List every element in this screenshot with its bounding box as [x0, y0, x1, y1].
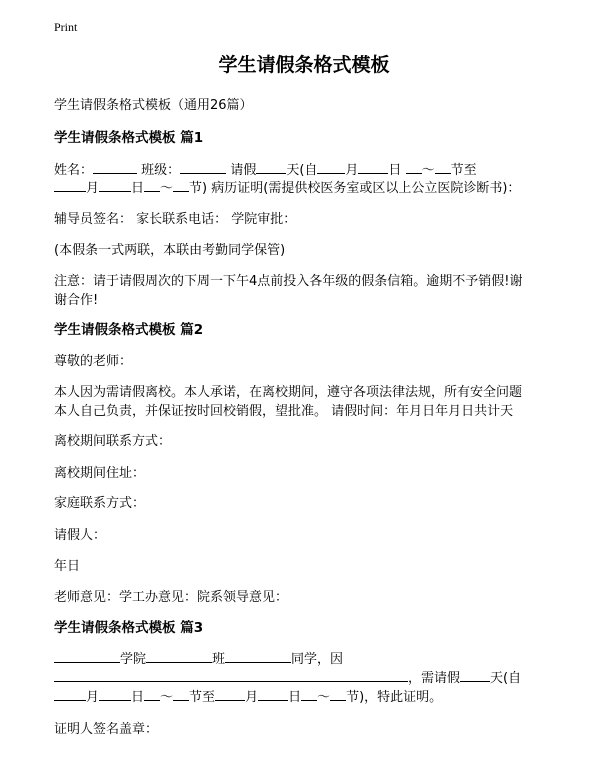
certify-text: 节)，特此证明。	[346, 690, 443, 705]
period-to-label: 节至	[450, 163, 477, 178]
name-label: 姓名：	[54, 163, 94, 178]
period-to-label-2: 节至	[189, 690, 216, 705]
tilde-label: ～	[421, 163, 435, 178]
to-period-blank[interactable]	[144, 179, 160, 192]
from-period-end-blank[interactable]	[435, 161, 451, 174]
from-day-blank[interactable]	[358, 161, 388, 174]
section-3-form-line-1	[54, 648, 343, 667]
family-contact-line: 家庭联系方式：	[54, 496, 146, 511]
applicant-line: 请假人：	[54, 528, 107, 543]
section-1-form-line-2	[54, 177, 520, 196]
medical-proof-text: 节) 病历证明(需提供校医务室或区以上公立医院诊断书)：	[189, 181, 521, 196]
college-blank[interactable]	[54, 650, 120, 663]
month-label: 月	[345, 163, 359, 178]
from-month-blank[interactable]	[317, 161, 345, 174]
day-from-label-2: 天(自	[490, 671, 522, 686]
signature-line: 辅导员签名： 家长联系电话： 学院审批：	[54, 212, 297, 227]
student-blank[interactable]	[225, 650, 291, 663]
class-blank-2[interactable]	[146, 650, 212, 663]
date-line: 年日	[54, 559, 81, 574]
day-label-2: 日	[131, 181, 145, 196]
days-blank-2[interactable]	[460, 669, 490, 682]
body-line-1: 本人因为需请假离校。本人承诺，在离校期间，遵守各项法律法规，所有安全问题	[54, 385, 523, 400]
day-from-label: 天(自	[286, 163, 318, 178]
name-blank[interactable]	[93, 161, 137, 174]
day-label: 日	[388, 163, 402, 178]
month-label-2: 月	[86, 181, 100, 196]
section-3-form-line-3	[54, 686, 442, 705]
from-day-blank-2[interactable]	[99, 688, 131, 701]
section-3-form-line-2	[54, 667, 521, 686]
document-title: 学生请假条格式模板	[218, 54, 390, 76]
contact-line: 离校期间联系方式：	[54, 434, 172, 449]
to-period-end-blank-2[interactable]	[330, 688, 346, 701]
need-leave-label: ，需请假	[408, 671, 461, 686]
to-day-blank[interactable]	[99, 179, 131, 192]
opinions-line: 老师意见：学工办意见：院系领导意见：	[54, 590, 289, 605]
notice-line-1: 注意：请于请假周次的下周一下午4点前投入各年级的假条信箱。逾期不予销假!谢	[54, 274, 523, 289]
from-month-blank-2[interactable]	[54, 688, 86, 701]
copy-note: (本假条一式两联，本联由考勤同学保管)	[54, 243, 286, 258]
days-blank[interactable]	[256, 161, 286, 174]
day-label-3: 日	[131, 690, 145, 705]
section-2-heading: 学生请假条格式模板 篇2	[54, 322, 204, 338]
to-month-blank[interactable]	[54, 179, 86, 192]
tilde-label-2: ～	[160, 181, 174, 196]
tilde-label-3: ～	[160, 690, 174, 705]
month-label-3: 月	[86, 690, 100, 705]
class-blank[interactable]	[180, 161, 226, 174]
witness-line: 证明人签名盖章：	[54, 722, 159, 737]
to-period-end-blank[interactable]	[173, 179, 189, 192]
print-link[interactable]: Print	[54, 20, 78, 34]
section-1-heading: 学生请假条格式模板 篇1	[54, 130, 204, 146]
from-period-blank-2[interactable]	[144, 688, 160, 701]
section-1-form-line-1	[54, 159, 477, 178]
class-label-2: 班	[212, 652, 226, 667]
document-subtitle: 学生请假条格式模板（通用26篇）	[54, 98, 253, 113]
tilde-label-4: ～	[317, 690, 331, 705]
student-label: 同学，因	[291, 652, 344, 667]
college-label: 学院	[120, 652, 147, 667]
reason-blank[interactable]	[54, 669, 408, 682]
notice-line-2: 谢合作!	[54, 293, 99, 308]
greeting: 尊敬的老师：	[54, 354, 133, 369]
to-day-blank-2[interactable]	[258, 688, 288, 701]
from-period-blank[interactable]	[406, 161, 422, 174]
address-line: 离校期间住址：	[54, 466, 146, 481]
body-line-2: 本人自己负责，并保证按时回校销假，望批准。 请假时间：年月日年月日共计天	[54, 404, 514, 419]
month-label-4: 月	[245, 690, 259, 705]
class-label: 班级：	[141, 163, 181, 178]
to-month-blank-2[interactable]	[215, 688, 245, 701]
section-3-heading: 学生请假条格式模板 篇3	[54, 620, 204, 636]
day-label-4: 日	[288, 690, 302, 705]
from-period-end-blank-2[interactable]	[173, 688, 189, 701]
to-period-blank-2[interactable]	[301, 688, 317, 701]
leave-label: 请假	[230, 163, 257, 178]
